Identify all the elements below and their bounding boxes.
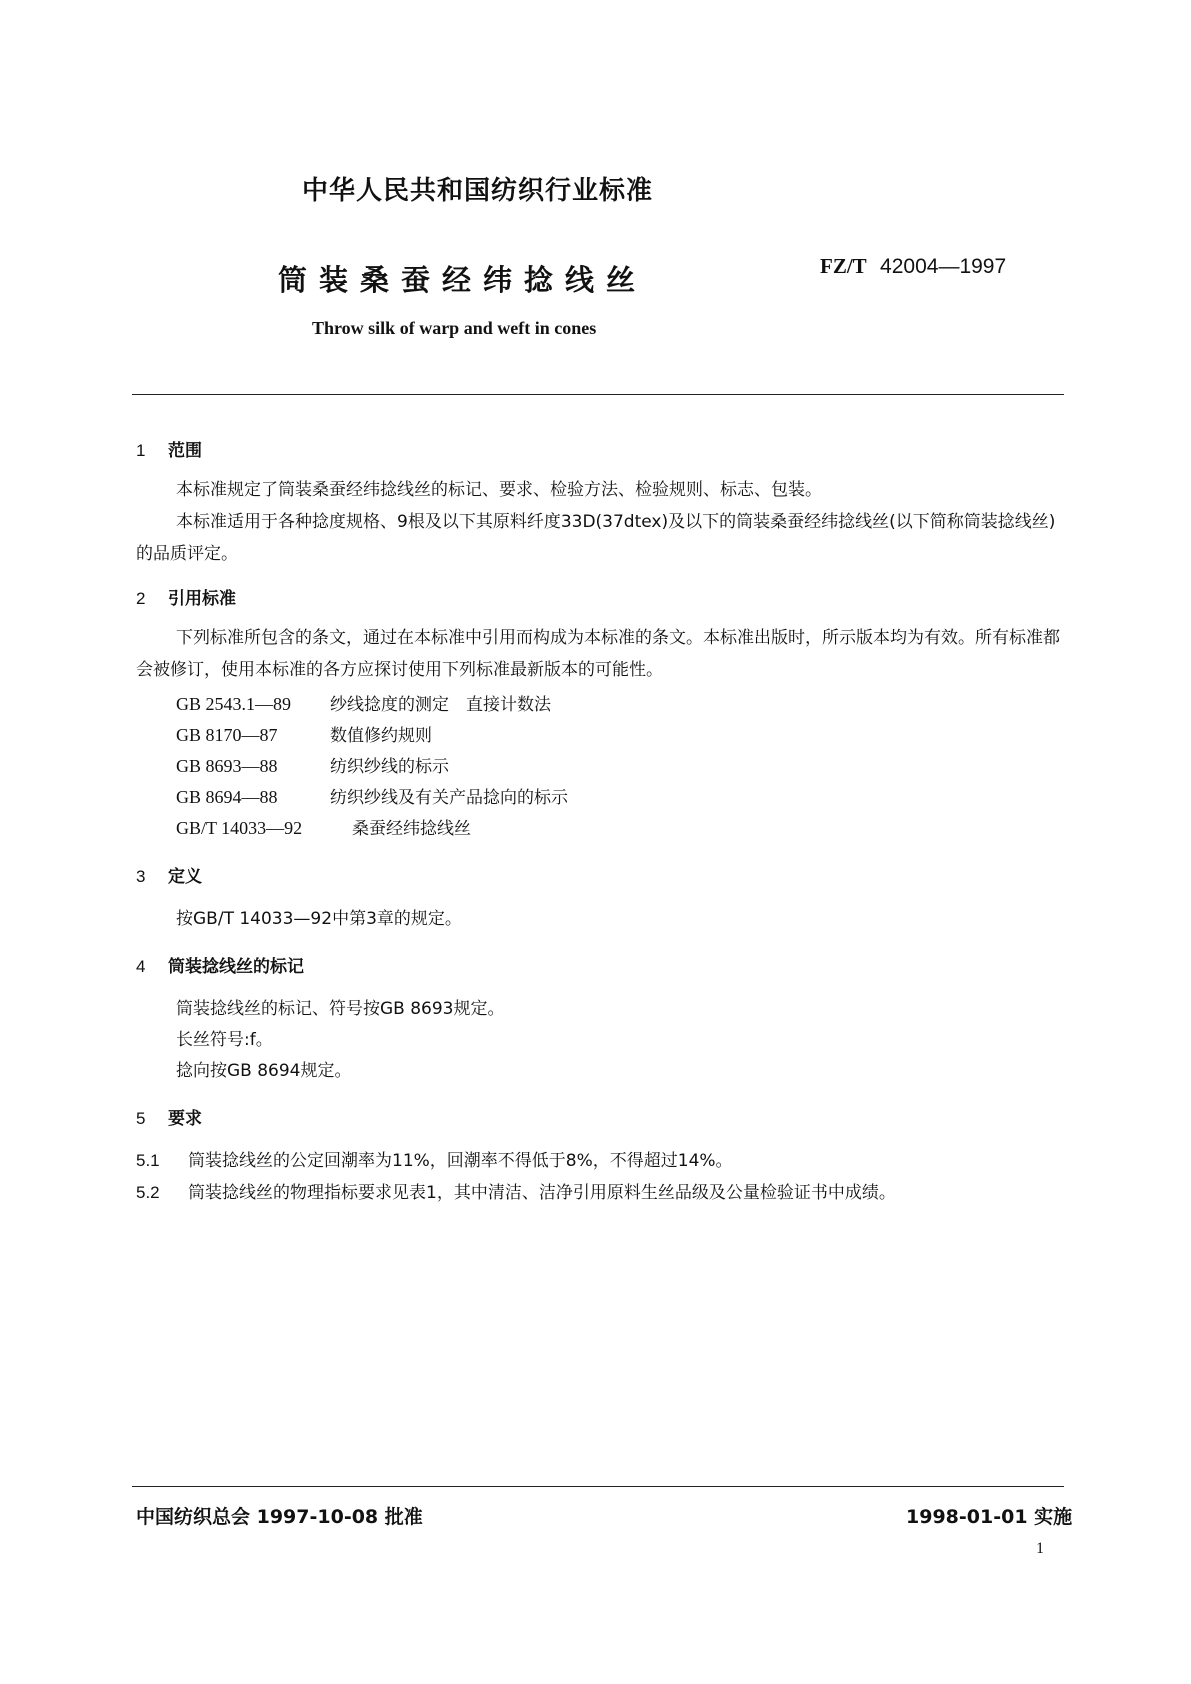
reference-item <box>176 721 432 746</box>
reference-item <box>176 814 471 839</box>
document-title: 筒装桑蚕经纬捻线丝 <box>278 263 648 297</box>
reference-code: GB 8170—87 <box>176 725 278 745</box>
reference-item <box>176 752 449 777</box>
section-number: 5 <box>136 1109 146 1128</box>
section-5-heading <box>136 1104 202 1129</box>
section-2-heading <box>136 584 236 609</box>
section-title: 筒装捻线丝的标记 <box>168 957 304 977</box>
clause-number: 5.1 <box>136 1151 160 1170</box>
english-title: Throw silk of warp and weft in cones <box>312 318 597 338</box>
reference-name: 纺织纱线的标示 <box>330 757 449 777</box>
issuing-body-title: 中华人民共和国纺织行业标准 <box>302 176 654 206</box>
section-number: 4 <box>136 957 146 976</box>
section-title: 定义 <box>168 867 202 887</box>
reference-code: GB 8693—88 <box>176 756 278 776</box>
reference-name: 桑蚕经纬捻线丝 <box>352 819 471 839</box>
reference-name: 纱线捻度的测定 直接计数法 <box>330 695 551 715</box>
section-2-paragraph: 下列标准所包含的条文，通过在本标准中引用而构成为本标准的条文。本标准出版时，所示版本均为有效。所有标准都会被修订，使用本标准的各方应探讨使用下列标准最新版本的可能性。 <box>136 628 1060 680</box>
section-1-paragraph-1: 本标准规定了筒装桑蚕经纬捻线丝的标记、要求、检验方法、检验规则、标志、包装。 <box>176 480 822 500</box>
reference-code: GB 2543.1—89 <box>176 694 292 714</box>
clause-5-2 <box>136 1178 896 1203</box>
section-1-paragraph-2: 本标准适用于各种捻度规格、9根及以下其原料纤度33D(37dtex)及以下的筒装桑蚕经纬捻线丝(以下简称筒装捻线丝)的品质评定。 <box>136 512 1056 564</box>
section-4-line: 长丝符号:f。 <box>176 1030 273 1050</box>
standard-number <box>820 254 1006 279</box>
header-divider <box>132 394 1064 395</box>
clause-5-1 <box>136 1146 733 1171</box>
implementation-date: 1998-01-01 实施 <box>906 1506 1073 1528</box>
reference-code: GB 8694—88 <box>176 787 278 807</box>
section-title: 引用标准 <box>168 589 236 609</box>
section-3-heading <box>136 862 202 887</box>
clause-text: 筒装捻线丝的公定回潮率为11%，回潮率不得低于8%，不得超过14%。 <box>188 1151 733 1171</box>
section-number: 1 <box>136 441 146 460</box>
section-1-heading <box>136 436 202 461</box>
section-number: 3 <box>136 867 146 886</box>
clause-text: 筒装捻线丝的物理指标要求见表1，其中清洁、洁净引用原料生丝品级及公量检验证书中成绩。 <box>188 1183 896 1203</box>
reference-name: 纺织纱线及有关产品捻向的标示 <box>330 788 568 808</box>
section-4-line: 捻向按GB 8694规定。 <box>176 1061 352 1081</box>
section-4-line: 筒装捻线丝的标记、符号按GB 8693规定。 <box>176 999 505 1019</box>
reference-name: 数值修约规则 <box>330 726 432 746</box>
section-number: 2 <box>136 589 146 608</box>
page-number: 1 <box>1036 1540 1044 1557</box>
reference-item <box>176 783 568 808</box>
reference-item <box>176 690 551 715</box>
section-title: 要求 <box>168 1109 202 1129</box>
reference-code: GB/T 14033—92 <box>176 818 303 838</box>
section-title: 范围 <box>168 441 202 461</box>
clause-number: 5.2 <box>136 1183 160 1202</box>
footer-divider <box>132 1486 1064 1487</box>
section-3-paragraph: 按GB/T 14033—92中第3章的规定。 <box>176 909 462 929</box>
section-4-heading <box>136 952 304 977</box>
standard-code: 42004—1997 <box>880 255 1007 278</box>
standard-prefix: FZ/T <box>820 254 867 278</box>
approval-note: 中国纺织总会 1997-10-08 批准 <box>136 1506 423 1528</box>
